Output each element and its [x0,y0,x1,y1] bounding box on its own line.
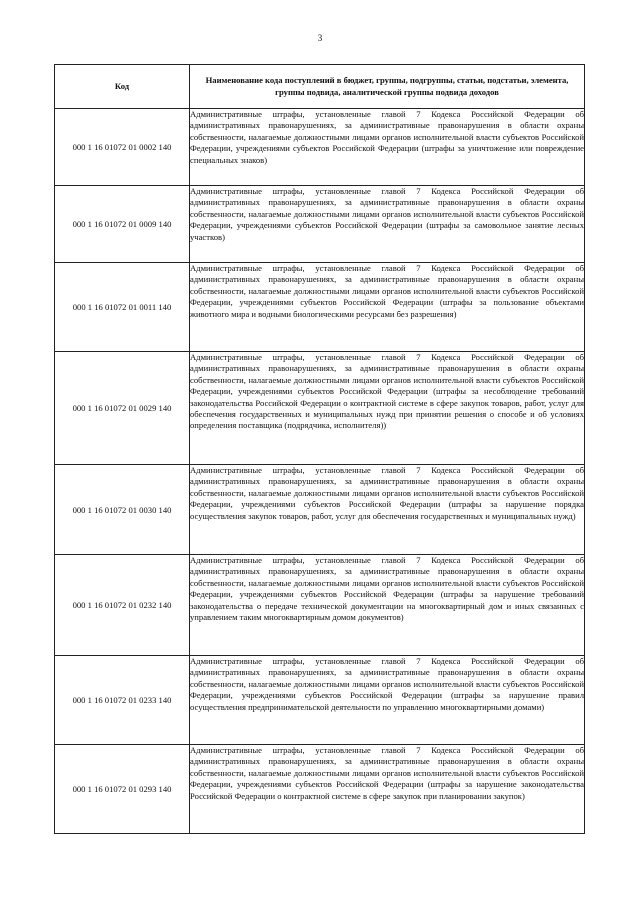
revenue-description: Административные штрафы, установленные главой 7 Кодекса Российской Федерации об административных правонарушениях, за административные правонарушения в области охраны собственности, налагаемые должностными лицами органов исполнительной власти субъектов Российской Федерации, учреждениями субъектов Российской Федерации (штрафы за нарушение порядка осуществления закупок товаров, работ, услуг для обеспечения государственных и муниципальных нужд) [190,465,585,555]
column-header-name: Наименование кода поступлений в бюджет, группы, подгруппы, статьи, подстатьи, элемента, группы подвида, аналитической группы подвида доходов [190,65,585,109]
revenue-code: 000 1 16 01072 01 0009 140 [55,186,190,263]
revenue-code: 000 1 16 01072 01 0011 140 [55,263,190,352]
revenue-description: Административные штрафы, установленные главой 7 Кодекса Российской Федерации об административных правонарушениях, за административные правонарушения в области охраны собственности, налагаемые должностными лицами органов исполнительной власти субъектов Российской Федерации, учреждениями субъектов Российской Федерации (штрафы за нарушение законодательства Российской Федерации о контрактной системе в сфере закупок при планировании закупок) [190,745,585,834]
revenue-code: 000 1 16 01072 01 0293 140 [55,745,190,834]
page-number: 3 [317,33,323,43]
revenue-description: Административные штрафы, установленные главой 7 Кодекса Российской Федерации об административных правонарушениях, за административные правонарушения в области охраны собственности, налагаемые должностными лицами органов исполнительной власти субъектов Российской Федерации, учреждениями субъектов Российской Федерации (штрафы за нарушение требований законодательства о передаче технической документации на многоквартирный дом и иных связанных с управлением таким многоквартирным домом документов) [190,555,585,656]
revenue-description: Административные штрафы, установленные главой 7 Кодекса Российской Федерации об административных правонарушениях, за административные правонарушения в области охраны собственности, налагаемые должностными лицами органов исполнительной власти субъектов Российской Федерации, учреждениями субъектов Российской Федерации (штрафы за несоблюдение требований законодательства Российской Федерации о контрактной системе в сфере закупок товаров, работ, услуг для обеспечения государственных и муниципальных нужд при принятии решения о способе и об условиях определения поставщика (подрядчика, исполнителя)) [190,352,585,465]
revenue-code: 000 1 16 01072 01 0233 140 [55,656,190,745]
revenue-code: 000 1 16 01072 01 0002 140 [55,109,190,186]
table-row [55,555,585,656]
revenue-code: 000 1 16 01072 01 0030 140 [55,465,190,555]
table-row [55,656,585,745]
table-row [55,745,585,834]
revenue-description: Административные штрафы, установленные главой 7 Кодекса Российской Федерации об административных правонарушениях, за административные правонарушения в области охраны собственности, налагаемые должностными лицами органов исполнительной власти субъектов Российской Федерации, учреждениями субъектов Российской Федерации (штрафы за уничтожение или повреждение специальных знаков) [190,109,585,186]
table-row [55,465,585,555]
revenue-code: 000 1 16 01072 01 0029 140 [55,352,190,465]
column-header-code: Код [55,65,190,109]
table-header-row [55,65,585,109]
revenue-description: Административные штрафы, установленные главой 7 Кодекса Российской Федерации об административных правонарушениях, за административные правонарушения в области охраны собственности, налагаемые должностными лицами органов исполнительной власти субъектов Российской Федерации, учреждениями субъектов Российской Федерации (штрафы за пользование объектами животного мира и водными биологическими ресурсами без разрешения) [190,263,585,352]
revenue-codes-table [54,64,585,834]
table-row [55,186,585,263]
revenue-description: Административные штрафы, установленные главой 7 Кодекса Российской Федерации об административных правонарушениях, за административные правонарушения в области охраны собственности, налагаемые должностными лицами органов исполнительной власти субъектов Российской Федерации, учреждениями субъектов Российской Федерации (штрафы за самовольное занятие лесных участков) [190,186,585,263]
revenue-code: 000 1 16 01072 01 0232 140 [55,555,190,656]
table-row [55,263,585,352]
table-row [55,109,585,186]
revenue-description: Административные штрафы, установленные главой 7 Кодекса Российской Федерации об административных правонарушениях, за административные правонарушения в области охраны собственности, налагаемые должностными лицами органов исполнительной власти субъектов Российской Федерации, учреждениями субъектов Российской Федерации (штрафы за нарушение правил осуществления предпринимательской деятельности по управлению многоквартирными домами) [190,656,585,745]
table-row [55,352,585,465]
